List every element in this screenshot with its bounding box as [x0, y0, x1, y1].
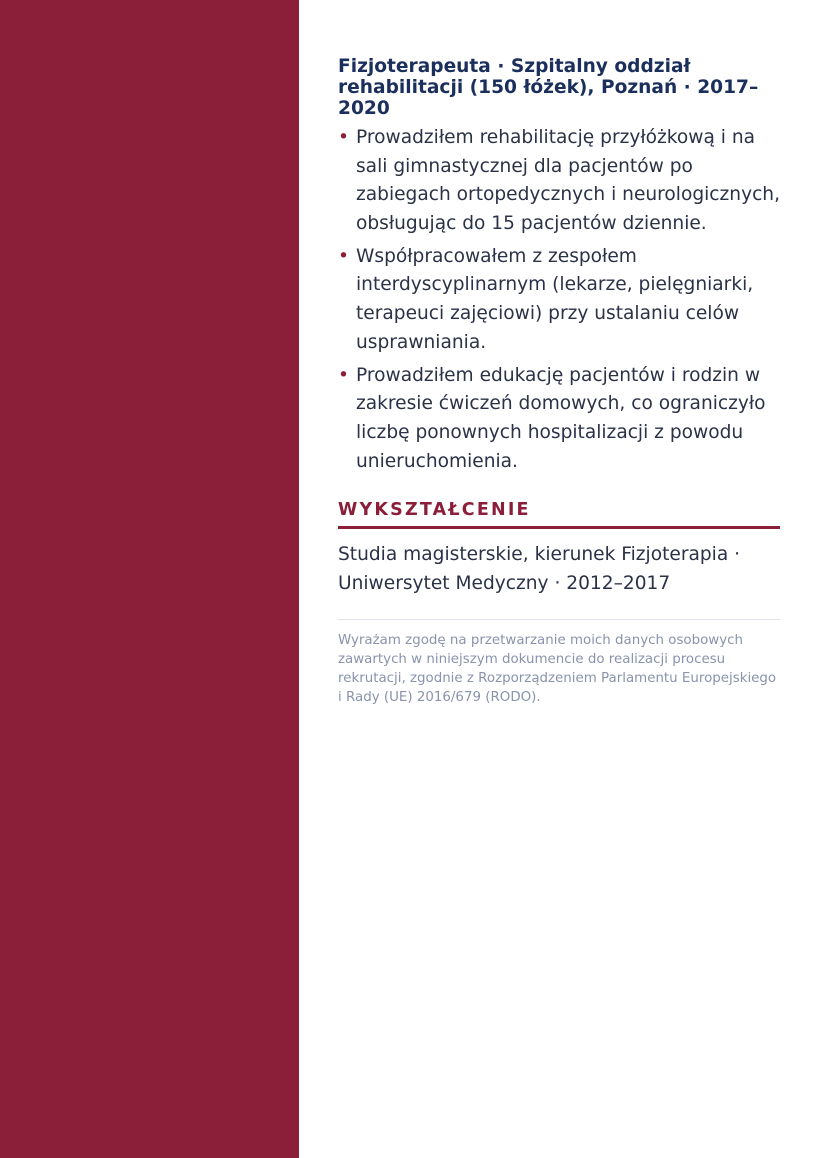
experience-bullet [338, 243, 780, 357]
job-title: Fizjoterapeuta · Szpitalny oddział rehabilitacji (150 łóżek), Poznań · 2017–2020 [338, 56, 759, 119]
gdpr-consent-clause: Wyrażam zgodę na przetwarzanie moich danych osobowych zawartych w niniejszym dokumencie do realizacji procesu rekrutacji, zgodnie z Rozporządzeniem Parlamentu Europejskiego i Rady (UE) 2016/679 (RODO). [338, 633, 777, 706]
experience-bullet-list [338, 124, 780, 476]
experience-bullet-text: Prowadziłem rehabilitację przyłóżkową i na sali gimnastycznej dla pacjentów po zabiegach ortopedycznych i neurologicznych, obsługując do 15 pacjentów dziennie. [356, 127, 780, 234]
education-heading: WYKSZTAŁCENIE [338, 499, 780, 529]
bullet-icon: • [338, 245, 349, 267]
bullet-icon: • [338, 127, 349, 148]
experience-bullet-text: Prowadziłem edukację pacjentów i rodzin w zakresie ćwiczeń domowych, co ograniczyło liczbę ponownych hospitalizacji z powodu unieruchomienia. [356, 364, 766, 472]
bullet-icon: • [338, 364, 349, 386]
sidebar-panel [0, 0, 299, 1158]
main-content [338, 56, 780, 707]
experience-bullet-text: Współpracowałem z zespołem interdyscyplinarnym (lekarze, pielęgniarki, terapeuci zajęciowi) przy ustalaniu celów usprawniania. [356, 245, 754, 353]
experience-bullet [338, 124, 780, 238]
divider [338, 619, 780, 620]
experience-bullet [338, 362, 780, 476]
education-entry: Studia magisterskie, kierunek Fizjoterapia · Uniwersytet Medyczny · 2012–2017 [338, 544, 741, 595]
